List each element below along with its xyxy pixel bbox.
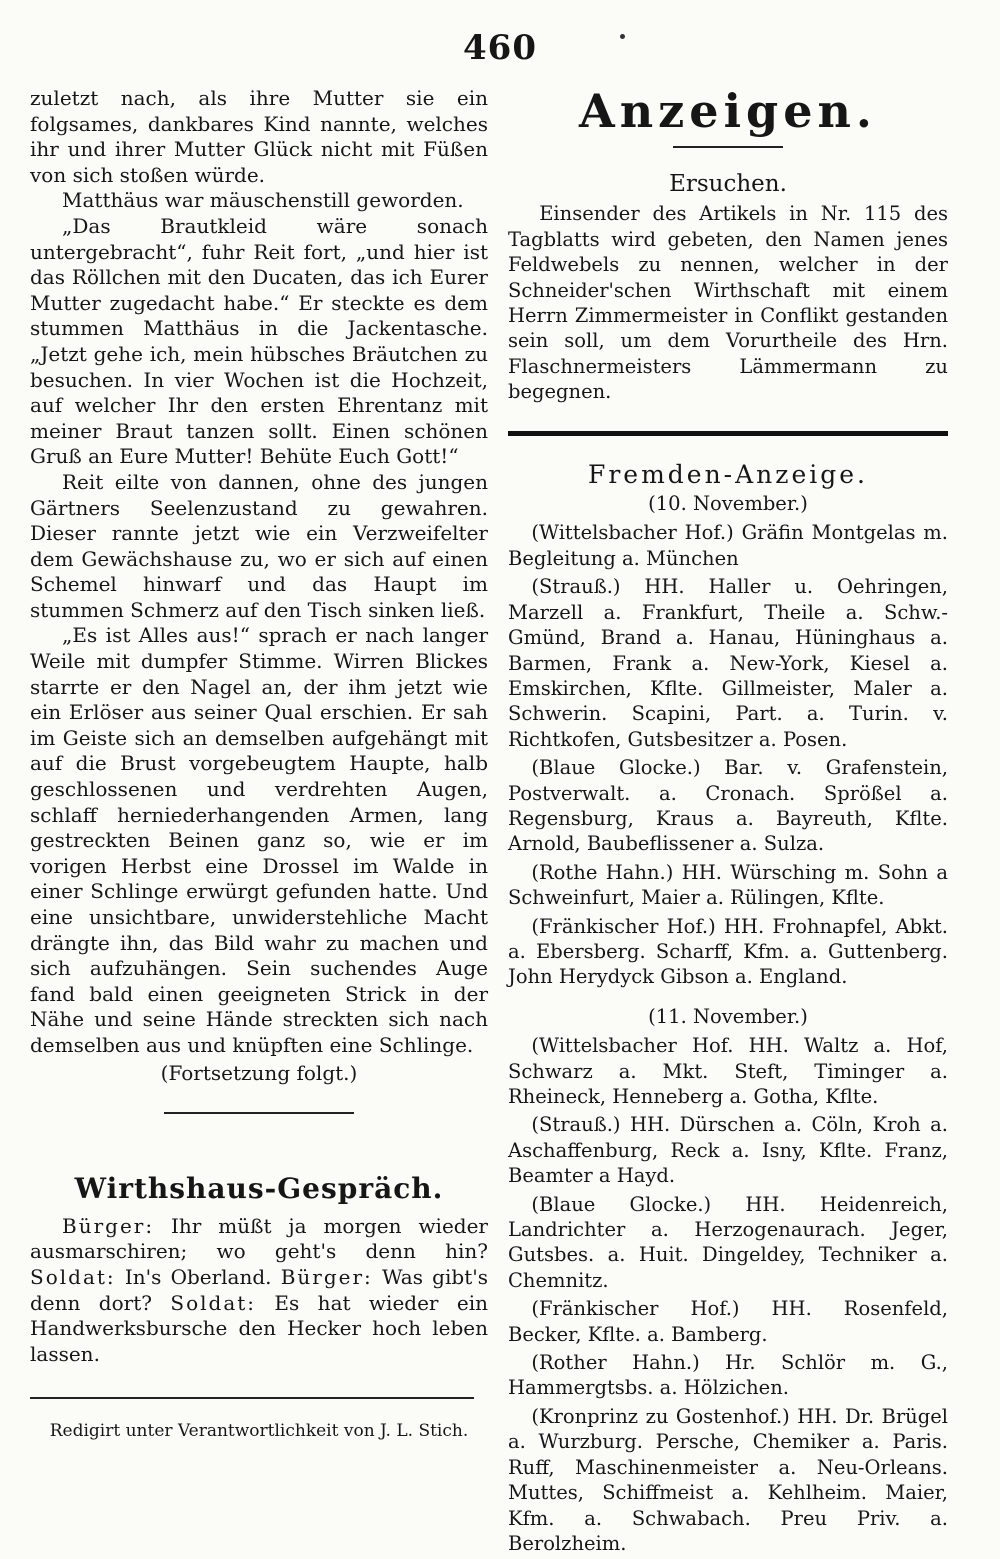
story-paragraph: „Es ist Alles aus!“ sprach er nach langer Weile mit dumpfer Stimme. Wirren Blickes starrte er den Nagel an, der ihm jetzt wie ein Erlöser aus seiner Qual erschien. Er sah im Geiste sich an demselben aufgehängt mit auf die Brust vorgebeugtem Haupte, halb geschlossenen und verdrehten Augen, schlaff herniederhangenden Armen, lang gestreckten Beinen ganz so, wie er im vorigen Herbst eine Drossel im Walde in einer Schlinge erwürgt gefunden hatte. Und eine unsichtbare, unwiderstehliche Macht drängte ihn, das Bild wahr zu machen und sich aufzuhängen. Sein suchendes Auge fand bald einen geeigneten Strick in der Nähe und seine Hände streckten sich nach demselben aus und knüpften eine Schlinge.: [30, 623, 488, 1057]
speaker-label: Bürger:: [280, 1264, 373, 1289]
story-paragraph: Matthäus war mäuschenstill geworden.: [62, 188, 464, 213]
visitor-entry: (Kronprinz zu Gostenhof.) HH. Dr. Brügel a. Wurzburg. Persche, Chemiker a. Paris. Ruff, Maschinenmeister a. Neu-Orleans. Muttes, Schiffmeist a. Kehlheim. Maier, Kfm. a. Schwabach. Preu Priv. a. Berolzheim.: [508, 1404, 948, 1555]
dialogue-line: Ihr müßt ja morgen wieder ausmarschiren; wo geht's denn hin?: [30, 1213, 488, 1264]
dialogue-line: Was gibt's denn dort?: [30, 1264, 488, 1315]
speaker-label: Bürger:: [62, 1213, 155, 1238]
footer-rule: [30, 1397, 474, 1399]
dialogue-line: In's Oberland.: [115, 1264, 281, 1289]
visitor-entry: (Rother Hahn.) Hr. Schlör m. G., Hammergtsbs. a. Hölzichen.: [508, 1351, 948, 1400]
visitor-entry: (Blaue Glocke.) HH. Heidenreich, Landrichter a. Herzogenaurach. Jeger, Gutsbes. a. Huit. Dingeldey, Techniker a. Chemnitz.: [508, 1192, 948, 1292]
left-column: [30, 86, 488, 1445]
editor-line: Redigirt unter Verantwortlichkeit von J. L. Stich.: [49, 1421, 469, 1442]
ink-dot: [620, 34, 625, 39]
story-paragraph: zuletzt nach, als ihre Mutter sie ein folgsames, dankbares Kind nannte, welches ihr und ihrer Mutter Glück nicht mit Füßen von sich stoßen würde.: [30, 86, 488, 187]
speaker-label: Soldat:: [30, 1264, 116, 1289]
visitors-date: (11. November.): [648, 1004, 808, 1028]
visitor-entry: (Fränkischer Hof.) HH. Rosenfeld, Becker, Kflte. a. Bamberg.: [508, 1297, 948, 1346]
request-text: Einsender des Artikels in Nr. 115 des Tagblatts wird gebeten, den Namen jenes Feldwebels zu nennen, welcher in der Schneider'schen Wirthschaft mit einem Herrn Zimmermeister in Conflikt gestanden sein soll, um dem Vorurtheile des Hrn. Flaschnermeisters Lämmermann zu begegnen.: [508, 202, 948, 404]
visitor-entry: (Fränkischer Hof.) HH. Frohnapfel, Abkt. a. Ebersberg. Scharff, Kfm. a. Guttenberg. John Herydyck Gibson a. England.: [508, 914, 948, 989]
story-paragraph: „Das Brautkleid wäre sonach untergebracht“, fuhr Reit fort, „und hier ist das Röllchen mit den Ducaten, das ich Eurer Mutter zugedacht habe.“ Er steckte es dem stummen Matthäus in die Jackentasche. „Jetzt gehe ich, mein hübsches Bräutchen zu besuchen. In vier Wochen ist die Hochzeit, auf welcher Ihr den ersten Ehrentanz mit meiner Braut tanzen sollt. Einen schönen Gruß an Eure Mutter! Behüte Euch Gott!“: [30, 213, 488, 469]
visitor-entry: (Strauß.) HH. Dürschen a. Cöln, Kroh a. Aschaffenburg, Reck a. Isny, Kflte. Franz, Beamter a Hayd.: [508, 1113, 948, 1188]
continuation-note: (Fortsetzung folgt.): [160, 1060, 358, 1085]
page-number: 460: [463, 28, 537, 68]
request-title: Ersuchen.: [669, 171, 787, 197]
visitor-entry: (Blaue Glocke.) Bar. v. Grafenstein, Postverwalt. a. Cronach. Sprößel a. Regensburg, Kraus a. Bayreuth, Kflte. Arnold, Baubeflissener a. Sulza.: [508, 756, 948, 856]
visitors-date: (10. November.): [648, 492, 808, 516]
visitor-entry: (Rothe Hahn.) HH. Würsching m. Sohn a Schweinfurt, Maier a. Rülingen, Kflte.: [508, 860, 948, 910]
dialogue-title: Wirthshaus-Gespräch.: [74, 1172, 444, 1206]
visitor-entry: (Wittelsbacher Hof.) Gräfin Montgelas m. Begleitung a. München: [508, 521, 948, 570]
visitors-title: Fremden-Anzeige.: [587, 459, 868, 489]
ads-heading: Anzeigen.: [579, 84, 877, 138]
dialogue-line: Es hat wieder ein Handwerksbursche den Hecker hoch leben lassen.: [30, 1290, 488, 1366]
speaker-label: Soldat:: [170, 1290, 257, 1315]
visitor-entry: (Strauß.) HH. Haller u. Oehringen, Marzell a. Frankfurt, Theile a. Schw.-Gmünd, Brand a. Hanau, Hüninghaus a. Barmen, Frank a. New-York, Kiesel a. Emskirchen, Kflte. Gillmeister, Maler a. Schwerin. Scapini, Part. a. Turin. v. Richtkofen, Gutsbesitzer a. Posen.: [508, 575, 948, 751]
story-paragraph: Reit eilte von dannen, ohne des jungen Gärtners Seelenzustand zu gewahren. Dieser rannte jetzt wie ein Verzweifelter dem Gewächshause zu, wo er sich auf einen Schemel hinwarf und das Haupt im stummen Schmerz auf den Tisch sinken ließ.: [30, 469, 488, 622]
section-divider: [164, 1112, 354, 1114]
heavy-divider: [508, 431, 948, 436]
dialogue-text: [30, 1214, 488, 1368]
heading-rule: [673, 146, 783, 148]
right-column: [508, 86, 948, 1559]
visitor-entry: (Wittelsbacher Hof. HH. Waltz a. Hof, Schwarz a. Mkt. Steft, Timinger a. Rheineck, Henneberg a. Gotha, Kflte.: [508, 1034, 948, 1108]
